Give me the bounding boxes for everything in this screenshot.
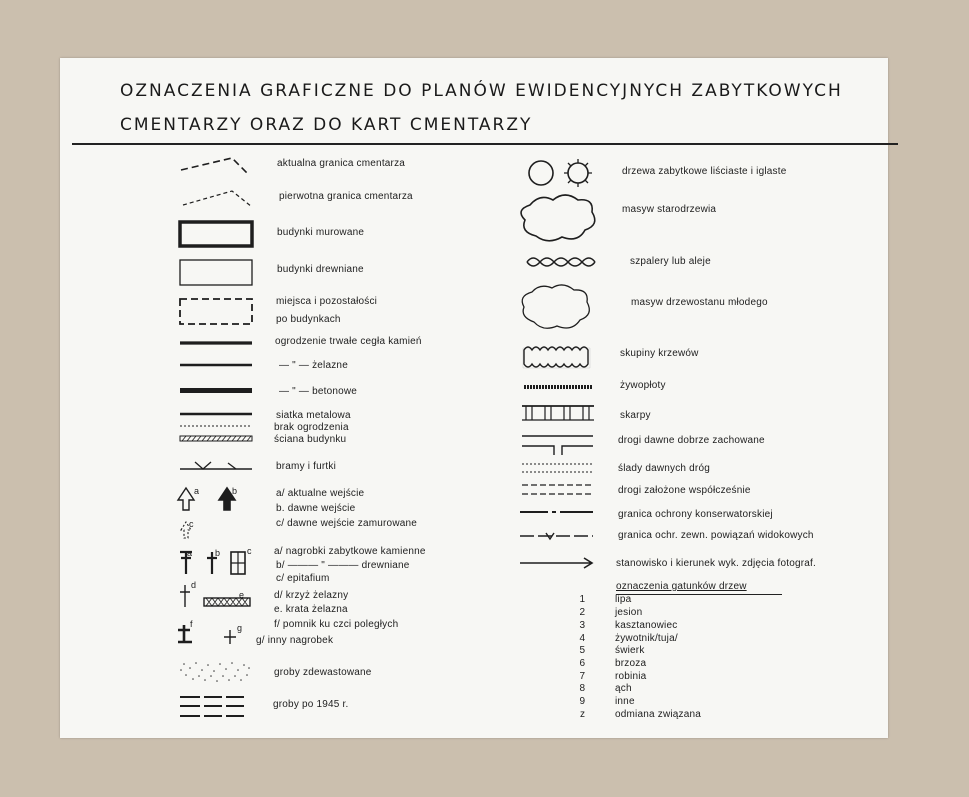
current-border-symbol (181, 158, 249, 175)
symbol-letter: b (215, 548, 221, 558)
species-header: oznaczenia gatunków drzew (616, 581, 747, 592)
road-traces-symbol (522, 464, 593, 472)
legend-label: szpalery lub aleje (630, 256, 711, 267)
legend-label: a/ aktualne wejście (276, 488, 365, 499)
legend-label: g/ inny nagrobek (256, 635, 334, 646)
legend-label: pierwotna granica cmentarza (279, 191, 413, 202)
post-1945-graves-symbol (180, 697, 244, 716)
symbol-letter: c (247, 546, 252, 556)
symbol-letter: f (190, 619, 193, 629)
species-name: inne (615, 696, 635, 707)
species-name: ąch (615, 683, 632, 694)
shrubs-symbol (524, 347, 588, 367)
legend-label: żywopłoty (620, 380, 666, 391)
legend-label: miejsca i pozostałości (276, 296, 378, 307)
legend-label: e. krata żelazna (274, 604, 348, 615)
legend-label: granica ochr. zewn. powiązań widokowych (618, 530, 814, 541)
legend-label: ślady dawnych dróg (618, 463, 710, 474)
species-name: brzoza (615, 658, 647, 669)
species-name: robinia (615, 671, 647, 682)
species-name: jesion (615, 607, 643, 618)
old-tree-mass-symbol (521, 195, 595, 241)
wooden-tomb-symbol (207, 552, 217, 574)
current-entrance-symbol (178, 488, 194, 510)
original-border-symbol (183, 191, 252, 207)
legend-label: a/ nagrobki zabytkowe kamienne (274, 546, 426, 557)
symbol-letter: g (237, 623, 243, 633)
walled-entrance-symbol (181, 522, 191, 538)
species-number: 4 (579, 633, 585, 644)
avenue-symbol (527, 258, 595, 266)
species-name: odmiana związana (615, 709, 702, 720)
legend-label: skarpy (620, 410, 651, 421)
legend-label: drogi założone współcześnie (618, 485, 751, 496)
title-line-1: OZNACZENIA GRAFICZNE DO PLANÓW EWIDENCYJNYCH ZABYTKOWYCH (120, 81, 843, 101)
legend-label: drzewa zabytkowe liściaste i iglaste (622, 166, 787, 177)
species-number: 9 (579, 696, 585, 707)
former-building-symbol (180, 299, 252, 324)
legend-label: groby po 1945 r. (273, 699, 349, 710)
deciduous-tree-symbol (529, 161, 553, 185)
legend-label: masyw drzewostanu młodego (631, 297, 768, 308)
legend-label: — " — betonowe (279, 386, 358, 397)
species-name: żywotnik/tuja/ (615, 633, 678, 644)
symbol-letter: d (191, 580, 197, 590)
legend-label: — " — żelazne (279, 360, 348, 371)
devastated-graves-symbol (180, 662, 250, 682)
title-line-2: CMENTARZY ORAZ DO KART CMENTARZY (120, 115, 533, 135)
species-number: 6 (579, 658, 585, 669)
other-tomb-symbol (224, 630, 236, 644)
legend-label: b. dawne wejście (276, 503, 356, 514)
legend-label: siatka metalowa (276, 410, 351, 421)
legend-label: f/ pomnik ku czci poległych (274, 619, 399, 630)
legend-label: aktualna granica cmentarza (277, 158, 406, 169)
stone-tomb-symbol (180, 552, 192, 574)
legend-label: stanowisko i kierunek wyk. zdjęcia fotograf. (616, 558, 816, 569)
legend-label: budynki drewniane (277, 264, 364, 275)
legend-label: b/ ——— " ——— drewniane (276, 560, 410, 571)
former-entrance-symbol (219, 486, 238, 510)
legend-label: ściana budynku (274, 434, 347, 445)
legend-label: skupiny krzewów (620, 348, 699, 359)
species-name: świerk (615, 645, 645, 656)
species-number: 2 (579, 607, 585, 618)
legend-label: brak ogrodzenia (274, 422, 349, 433)
symbol-letter: a (187, 548, 193, 558)
iron-cross-symbol (180, 585, 190, 607)
legend-label: groby zdewastowane (274, 667, 372, 678)
memorial-symbol (178, 625, 192, 642)
legend-label: ogrodzenie trwałe cegła kamień (275, 336, 422, 347)
wooden-building-symbol (180, 260, 252, 285)
photo-position-symbol (520, 558, 592, 568)
legend-label: bramy i furtki (276, 461, 337, 472)
legend-label: d/ krzyż żelazny (274, 590, 349, 601)
species-number: 3 (579, 620, 585, 631)
species-name: kasztanowiec (615, 620, 678, 631)
young-tree-mass-symbol (522, 285, 589, 328)
legend-label: budynki murowane (277, 227, 365, 238)
concrete-fence-symbol (180, 388, 252, 393)
species-number: 7 (579, 671, 585, 682)
species-number: 1 (579, 594, 585, 605)
species-number: 5 (579, 645, 585, 656)
brick-building-symbol (180, 222, 252, 246)
symbol-letter: a (194, 486, 200, 496)
modern-road-symbol (522, 485, 593, 494)
old-road-symbol (522, 436, 593, 455)
legend-label: c/ epitafium (276, 573, 330, 584)
symbol-letter: b (232, 486, 238, 496)
legend-label: masyw starodrzewia (622, 204, 717, 215)
legend-label: po budynkach (276, 314, 341, 325)
symbol-letter: e (239, 590, 245, 600)
species-number: 8 (579, 683, 585, 694)
legend-label: granica ochrony konserwatorskiej (618, 509, 773, 520)
symbol-letter: c (189, 519, 194, 529)
legend-label: c/ dawne wejście zamurowane (276, 518, 418, 529)
species-name: lipa (615, 594, 632, 605)
legend-label: drogi dawne dobrze zachowane (618, 435, 765, 446)
species-number: z (580, 709, 585, 720)
